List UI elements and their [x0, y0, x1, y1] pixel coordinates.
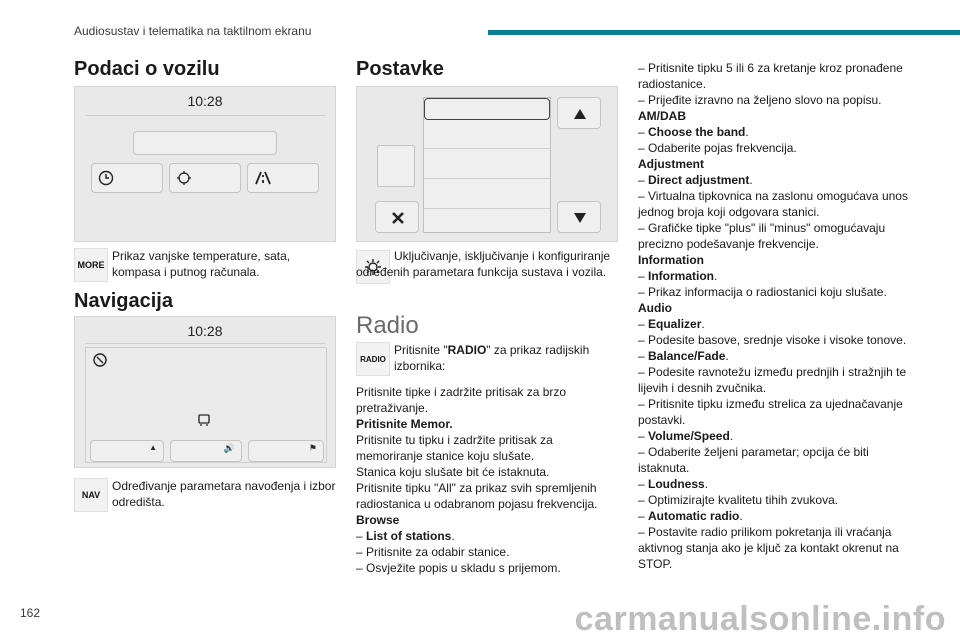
- settings-screen: [356, 86, 618, 242]
- memo-heading: Pritisnite Memor.: [356, 417, 453, 431]
- vehicle-data-title: Podaci o vozilu: [74, 58, 220, 80]
- nav-volume-button[interactable]: [170, 440, 242, 462]
- page-number: 162: [20, 606, 41, 620]
- scroll-down-button[interactable]: [557, 201, 601, 233]
- browse-heading: Browse: [356, 513, 400, 527]
- nav-map-button[interactable]: [248, 440, 324, 462]
- settings-list: [423, 97, 551, 233]
- road-icon: [254, 170, 272, 186]
- trip-computer-button[interactable]: [247, 163, 319, 193]
- nav-badge: NAV: [74, 478, 108, 512]
- screen-clock: 10:28: [187, 323, 223, 339]
- radio-body: Pritisnite tipke i zadržite pritisak za brzo pretraživanje. Pritisnite Memor. Pritisnite tu tipku i zadržite pritisak za memoriranje stanice koju slušate. Stanica koju slušate bit će istaknuta. Pritisnite tipku "All" za prikaz svih spremljenih radiostanica u odabranom pojasu frekvencija. Browse – List of stations. – Pritisnite za odabir stanice. – Osvježite popis u skladu s prijemom.: [356, 384, 618, 576]
- flag-icon: ⚑: [308, 443, 317, 453]
- radio-intro: Pritisnite "RADIO" za prikaz radijskih izbornika:: [394, 343, 590, 373]
- settings-thumbnail: [377, 145, 415, 187]
- screen-clock: 10:28: [187, 93, 223, 109]
- triangle-down-icon: [573, 212, 587, 224]
- header-accent-bar: [488, 30, 960, 35]
- more-badge: MORE: [74, 248, 108, 282]
- settings-title: Postavke: [356, 58, 444, 80]
- navigation-title: Navigacija: [74, 290, 173, 312]
- clock-button[interactable]: [91, 163, 163, 193]
- navigation-screen: [74, 316, 336, 468]
- radio-title: Radio: [356, 312, 419, 339]
- watermark: carmanualsonline.info: [574, 600, 946, 638]
- vehicle-position-icon: [196, 412, 212, 428]
- speaker-icon: 🔊: [223, 443, 235, 453]
- scroll-up-button[interactable]: [557, 97, 601, 129]
- radio-options: – Pritisnite tipku 5 ili 6 za kretanje kroz pronađene radiostanice. – Prijeđite izravno na željeno slovo na popisu. AM/DAB – Choose the band. – Odaberite pojas frekvencija. Adjustment – Direct adjustment. – Virtualna tipkovnica na zaslonu omogućava unos jednog broja koji odgovara stanici. – Grafičke tipke "plus" ili "minus" omogućavaju precizno podešavanje frekvencije. Information – Information. – Prikaz informacija o radiostanici koju slušate. Audio – Equalizer. – Podesite basove, srednje visoke i visoke tonove. – Balance/Fade. – Podesite ravnotežu između prednjih i stražnjih te lijevih i desnih zvučnika. – Pritisnite tipku između strelica za ujednačavanje postavki. – Volume/Speed. – Odaberite željeni parametar; opcija će biti istaknuta. – Loudness. – Optimizirajte kvalitetu tihih zvukova. – Automatic radio. – Postavite radio prilikom pokretanja ili vraćanja aktivnog stanja ako je ključ za kontakt okrenut na STOP.: [638, 61, 908, 571]
- vehicle-data-screen: [74, 86, 336, 242]
- running-head: Audiosustav i telematika na taktilnom ekranu: [74, 24, 312, 38]
- vehicle-data-description: Prikaz vanjske temperature, sata, kompasa i putnog računala.: [112, 249, 291, 279]
- settings-description: Uključivanje, isključivanje i konfiguriranje određenih parametara funkcija sustava i vozila.: [356, 249, 611, 279]
- radio-badge: RADIO: [356, 342, 390, 376]
- compass-icon: [176, 170, 192, 186]
- map-area: [85, 347, 327, 463]
- close-button[interactable]: [375, 201, 419, 233]
- nav-menu-button[interactable]: [90, 440, 164, 462]
- screen-panel: [133, 131, 277, 155]
- search-icon: [92, 352, 110, 370]
- triangle-up-icon: ▲: [149, 443, 157, 452]
- navigation-description: Određivanje parametara navođenja i izbor odredišta.: [112, 479, 336, 509]
- clock-icon: [98, 170, 114, 186]
- compass-button[interactable]: [169, 163, 241, 193]
- close-icon: [391, 211, 405, 225]
- triangle-up-icon: [573, 108, 587, 120]
